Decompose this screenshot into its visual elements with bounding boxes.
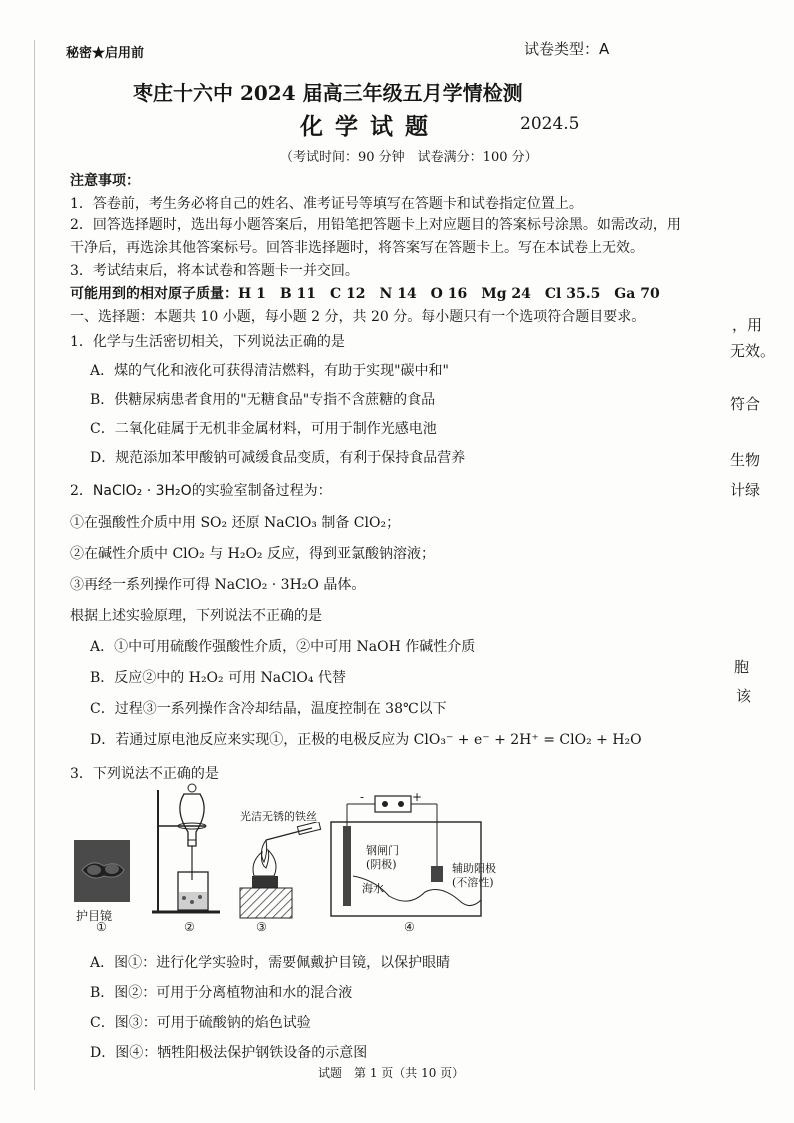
q2-stem	[70, 480, 332, 500]
fig4-cathode-label: (阴极)	[366, 858, 397, 871]
q2-stem-prefix: 2．	[70, 483, 93, 499]
q1-option-d: D．规范添加苯甲酸钠可减缓食品变质，有利于保持食品营养	[90, 450, 466, 466]
q2-option-a: A．①中可用硫酸作强酸性介质，②中可用 NaOH 作碱性介质	[90, 639, 476, 655]
q2-step: ①在强酸性介质中用 SO₂ 还原 NaClO₃ 制备 ClO₂；	[70, 515, 401, 531]
secret-label: 秘密★启用前	[66, 46, 145, 61]
bleed-text: 无效。	[730, 342, 776, 360]
bleed-text: 胞	[734, 658, 750, 676]
fig3-wire-label: 光洁无锈的铁丝	[240, 810, 317, 823]
q3-option-d: D．图④：牺牲阳极法保护钢铁设备的示意图	[90, 1045, 368, 1061]
q3-stem: 3．下列说法不正确的是	[70, 766, 219, 782]
bleed-text: 计绿	[730, 481, 761, 499]
fig2-number: ②	[184, 920, 195, 934]
q2-option-d: D．若通过原电池反应来实现①，正极的电极反应为 ClO₃⁻ + e⁻ + 2H⁺ = ClO₂ + H₂O	[90, 732, 642, 748]
q2-option-c: C．过程③一系列操作含冷却结晶，温度控制在 38℃以下	[90, 701, 447, 717]
flame-test-apparatus	[232, 822, 332, 922]
q2-lead: 根据上述实验原理，下列说法不正确的是	[70, 608, 322, 624]
fig1-number: ①	[96, 920, 107, 934]
q1-option-c: C．二氧化硅属于无机非金属材料，可用于制作光感电池	[90, 421, 437, 437]
exam-title: 枣庄十六中 2024 届高三年级五月学情检测	[133, 81, 523, 105]
note-item: 2．回答选择题时，选出每小题答案后，用铅笔把答题卡上对应题目的答案标号涂黑。如需改动，用	[70, 217, 681, 233]
paper-type: 试卷类型：A	[524, 40, 610, 58]
binding-margin-line	[34, 40, 35, 1090]
subject-title: 化 学 试 题	[300, 113, 431, 140]
fig4-plate-label: 钢闸门	[366, 844, 399, 857]
bleed-text: 该	[736, 687, 752, 705]
fig4-insoluble-label: (不溶性)	[452, 876, 494, 889]
q2-stem-formula: NaClO₂ · 3H₂O	[92, 483, 192, 499]
page-footer: 试题 第 1 页（共 10 页）	[318, 1066, 465, 1080]
q3-option-a: A．图①：进行化学实验时，需要佩戴护目镜，以保护眼睛	[90, 955, 451, 971]
separatory-funnel-apparatus	[150, 780, 230, 920]
note-item: 1．答卷前，考生务必将自己的姓名、准考证号等填写在答题卡和试卷指定位置上。	[70, 196, 583, 212]
q2-stem-suffix: 的实验室制备过程为：	[191, 483, 332, 499]
exam-date: 2024.5	[520, 114, 580, 134]
fig4-anode-label: 辅助阳极	[452, 862, 496, 875]
q2-step: ②在碱性介质中 ClO₂ 与 H₂O₂ 反应，得到亚氯酸钠溶液；	[70, 546, 435, 562]
q1-stem: 1．化学与生活密切相关，下列说法正确的是	[70, 334, 345, 350]
goggles-photo	[74, 840, 130, 902]
section-heading: 一、选择题：本题共 10 小题，每小题 2 分，共 20 分。每小题只有一个选项符合题目要求。	[70, 309, 646, 325]
notes-heading: 注意事项：	[70, 173, 140, 189]
note-item: 3．考试结束后，将本试卷和答题卡一并交回。	[70, 263, 359, 279]
cathodic-protection-diagram	[325, 792, 490, 920]
q3-option-c: C．图③：可用于硫酸钠的焰色试验	[90, 1015, 311, 1031]
bleed-text: 生物	[730, 451, 761, 469]
bleed-text: 符合	[730, 395, 761, 413]
bleed-text: ，用	[732, 316, 763, 334]
q3-option-b: B．图②：可用于分离植物油和水的混合液	[90, 985, 353, 1001]
q2-step: ③再经一系列操作可得 NaClO₂ · 3H₂O 晶体。	[70, 577, 366, 593]
q1-option-a: A．煤的气化和液化可获得清洁燃料，有助于实现"碳中和"	[90, 363, 449, 379]
atomic-masses: 可能用到的相对原子质量：H 1 B 11 C 12 N 14 O 16 Mg 24 Cl 35.5 Ga 70	[70, 286, 660, 302]
q2-option-b: B．反应②中的 H₂O₂ 可用 NaClO₄ 代替	[90, 670, 346, 686]
fig4-number: ④	[404, 920, 415, 934]
q1-option-b: B．供糖尿病患者食用的"无糖食品"专指不含蔗糖的食品	[90, 392, 436, 408]
exam-info: （考试时间：90 分钟 试卷满分：100 分）	[280, 150, 538, 165]
note-item: 干净后，再选涂其他答案标号。回答非选择题时，将答案写在答题卡上。写在本试卷上无效。	[70, 240, 644, 256]
fig4-minus: -	[360, 790, 365, 804]
fig3-number: ③	[256, 920, 267, 934]
fig1-caption: 护目镜	[76, 909, 113, 923]
fig4-plus: +	[412, 790, 423, 804]
fig4-water-label: 海水	[362, 882, 384, 895]
